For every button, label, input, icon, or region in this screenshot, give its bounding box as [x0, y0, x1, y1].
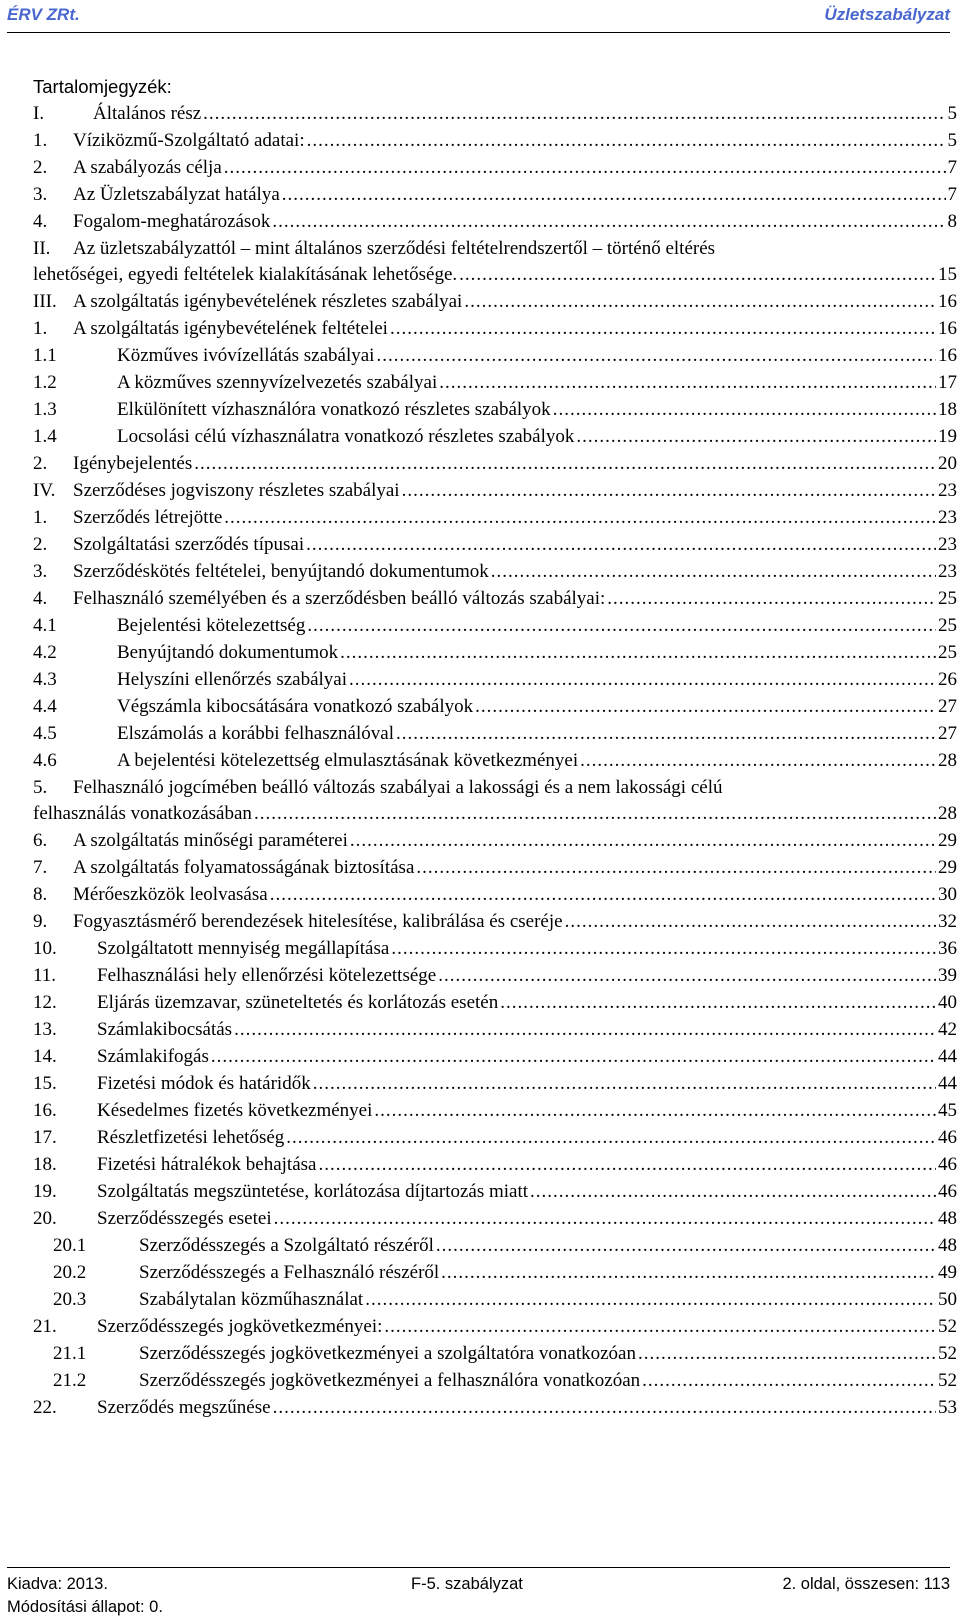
table-of-contents	[33, 100, 957, 1421]
toc-entry-number: 19.	[33, 1181, 57, 1202]
toc-entry[interactable]	[33, 1097, 957, 1124]
toc-entry-page: 28	[938, 803, 957, 824]
toc-entry[interactable]	[33, 315, 957, 342]
dot-leader	[390, 315, 936, 342]
dot-leader	[306, 531, 936, 558]
toc-entry-title: Elkülönített vízhasználóra vonatkozó részletes szabályok	[117, 399, 551, 420]
toc-entry-number: 1.1	[33, 345, 57, 366]
footer-divider	[7, 1567, 950, 1568]
dot-leader	[416, 854, 936, 881]
dot-leader	[391, 935, 936, 962]
toc-entry-title: Késedelmes fizetés következményei	[97, 1100, 373, 1121]
toc-entry-page: 7	[947, 157, 957, 178]
dot-leader	[436, 1232, 936, 1259]
dot-leader	[365, 1286, 936, 1313]
toc-entry[interactable]	[33, 342, 957, 369]
toc-entry-page: 36	[938, 938, 957, 959]
toc-entry[interactable]	[33, 1259, 957, 1286]
toc-entry-number: 4.	[33, 588, 48, 609]
toc-entry-page: 15	[938, 264, 957, 285]
dot-leader	[274, 1205, 936, 1232]
toc-entry-page: 44	[938, 1046, 957, 1067]
dot-leader	[438, 962, 936, 989]
dot-leader	[642, 1367, 936, 1394]
dot-leader	[530, 1178, 936, 1205]
toc-entry-title: Felhasználási hely ellenőrzési kötelezettsége	[97, 965, 437, 986]
toc-entry-title: Felhasználó személyében és a szerződésben beálló változás szabályai:	[73, 588, 606, 609]
dot-leader	[580, 747, 936, 774]
dot-leader	[439, 369, 936, 396]
toc-entry-page: 16	[938, 345, 957, 366]
toc-entry-title: Szerződés létrejötte	[73, 507, 223, 528]
dot-leader	[203, 100, 945, 127]
toc-entry-number: 17.	[33, 1127, 57, 1148]
dot-leader	[491, 558, 936, 585]
toc-entry-title: Felhasználó jogcímében beálló változás szabályai a lakossági és a nem lakossági célú	[73, 777, 723, 798]
dot-leader	[638, 1340, 936, 1367]
toc-entry-page: 52	[938, 1316, 957, 1337]
toc-entry[interactable]	[33, 962, 957, 989]
dot-leader	[282, 181, 946, 208]
toc-entry-number: 2.	[33, 157, 48, 178]
toc-entry-page: 46	[938, 1127, 957, 1148]
toc-entry-title: Mérőeszközök leolvasása	[73, 884, 268, 905]
dot-leader	[384, 1313, 936, 1340]
toc-entry[interactable]	[33, 639, 957, 666]
toc-entry-title: Fogyasztásmérő berendezések hitelesítése, kalibrálása és cseréje	[73, 911, 563, 932]
toc-entry-number: 5.	[33, 777, 48, 798]
dot-leader	[307, 612, 936, 639]
toc-entry-page: 40	[938, 992, 957, 1013]
toc-entry-number: 4.3	[33, 669, 57, 690]
toc-entry-title: Szerződésszegés jogkövetkezményei a felhasználóra vonatkozóan	[139, 1370, 641, 1391]
toc-entry[interactable]	[33, 100, 957, 127]
toc-entry[interactable]	[33, 288, 957, 315]
toc-entry-page: 8	[947, 211, 957, 232]
toc-entry-title: Szerződésszegés a Felhasználó részéről	[139, 1262, 440, 1283]
toc-entry[interactable]	[33, 504, 957, 531]
toc-entry[interactable]	[33, 450, 957, 477]
toc-entry[interactable]	[33, 720, 957, 747]
toc-entry-number: 11.	[33, 965, 57, 986]
dot-leader	[374, 1097, 936, 1124]
dot-leader	[459, 261, 936, 288]
toc-entry-page: 52	[938, 1370, 957, 1391]
toc-entry-number: 20.2	[53, 1262, 87, 1283]
toc-entry[interactable]	[33, 1286, 957, 1313]
toc-entry-number: 1.	[33, 318, 48, 339]
toc-entry-page: 29	[938, 830, 957, 851]
toc-entry[interactable]	[33, 208, 957, 235]
toc-entry-number: 4.4	[33, 696, 57, 717]
toc-entry[interactable]	[33, 1205, 957, 1232]
toc-entry-number: 21.2	[53, 1370, 87, 1391]
dot-leader	[376, 342, 936, 369]
toc-entry[interactable]	[33, 881, 957, 908]
dot-leader	[475, 693, 936, 720]
toc-entry-title: Szolgáltatási szerződés típusai	[73, 534, 305, 555]
toc-entry-title: Benyújtandó dokumentumok	[117, 642, 339, 663]
toc-entry-title: Részletfizetési lehetőség	[97, 1127, 285, 1148]
toc-entry-number: 4.1	[33, 615, 57, 636]
toc-entry-number: 22.	[33, 1397, 57, 1418]
toc-entry-title: Szerződéskötés feltételei, benyújtandó dokumentumok	[73, 561, 489, 582]
toc-entry-number: 18.	[33, 1154, 57, 1175]
dot-leader	[340, 639, 936, 666]
toc-entry[interactable]	[33, 396, 957, 423]
toc-entry-title: Számlakifogás	[97, 1046, 209, 1067]
toc-entry-page: 19	[938, 426, 957, 447]
toc-entry-number: 4.5	[33, 723, 57, 744]
toc-entry-title: Általános rész	[93, 103, 202, 124]
dot-leader	[396, 720, 936, 747]
toc-entry[interactable]	[33, 854, 957, 881]
toc-entry[interactable]	[33, 127, 957, 154]
dot-leader	[307, 127, 946, 154]
dot-leader	[402, 477, 936, 504]
toc-entry-page: 32	[938, 911, 957, 932]
toc-entry-title: Eljárás üzemzavar, szüneteltetés és korlátozás esetén	[97, 992, 499, 1013]
toc-entry-number: 4.2	[33, 642, 57, 663]
dot-leader	[194, 450, 936, 477]
toc-entry[interactable]	[33, 747, 957, 774]
toc-entry-title: A szolgáltatás minőségi paraméterei	[73, 830, 348, 851]
toc-entry-title: Szerződésszegés a Szolgáltató részéről	[139, 1235, 434, 1256]
toc-entry[interactable]	[33, 1124, 957, 1151]
toc-entry-page: 27	[938, 696, 957, 717]
toc-entry[interactable]	[33, 1178, 957, 1205]
toc-entry-title-continued: felhasználás vonatkozásában	[33, 803, 252, 824]
toc-entry-number: 1.3	[33, 399, 57, 420]
toc-entry[interactable]	[33, 774, 957, 827]
toc-entry-number: 6.	[33, 830, 48, 851]
toc-entry-title: Szolgáltatott mennyiség megállapítása	[97, 938, 390, 959]
toc-entry-title: Szolgáltatás megszüntetése, korlátozása díjtartozás miatt	[97, 1181, 529, 1202]
dot-leader	[254, 800, 936, 827]
toc-entry-title: Számlakibocsátás	[97, 1019, 233, 1040]
toc-entry-number: IV.	[33, 480, 56, 501]
toc-entry-page: 18	[938, 399, 957, 420]
toc-entry-title: Igénybejelentés	[73, 453, 193, 474]
toc-entry[interactable]	[33, 154, 957, 181]
toc-entry-page: 5	[947, 130, 957, 151]
toc-entry-page: 46	[938, 1154, 957, 1175]
toc-entry-title: Az Üzletszabályzat hatálya	[73, 184, 280, 205]
header-doc-title: Üzletszabályzat	[824, 5, 950, 24]
toc-entry[interactable]	[33, 423, 957, 450]
toc-entry-title: Víziközmű-Szolgáltató adatai:	[73, 130, 305, 151]
toc-entry-number: 3.	[33, 184, 48, 205]
toc-entry-number: III.	[33, 291, 57, 312]
toc-entry-number: 3.	[33, 561, 48, 582]
toc-entry-number: 20.	[33, 1208, 57, 1229]
toc-entry-page: 52	[938, 1343, 957, 1364]
toc-entry-page: 27	[938, 723, 957, 744]
dot-leader	[500, 989, 936, 1016]
dot-leader	[441, 1259, 936, 1286]
dot-leader	[211, 1043, 936, 1070]
toc-entry-page: 23	[938, 480, 957, 501]
toc-entry-page: 39	[938, 965, 957, 986]
toc-entry-page: 44	[938, 1073, 957, 1094]
toc-entry-page: 29	[938, 857, 957, 878]
toc-entry-title: Fogalom-meghatározások	[73, 211, 271, 232]
toc-entry-page: 7	[947, 184, 957, 205]
toc-entry-number: 14.	[33, 1046, 57, 1067]
toc-entry-number: I.	[33, 103, 45, 124]
toc-entry[interactable]	[33, 1232, 957, 1259]
toc-entry-title: Szerződésszegés jogkövetkezményei a szolgáltatóra vonatkozóan	[139, 1343, 636, 1364]
header-company: ÉRV ZRt.	[7, 5, 80, 24]
dot-leader	[313, 1070, 936, 1097]
toc-entry[interactable]	[33, 1394, 957, 1421]
toc-entry-number: 13.	[33, 1019, 57, 1040]
toc-entry-page: 28	[938, 750, 957, 771]
toc-entry[interactable]	[33, 1340, 957, 1367]
dot-leader	[234, 1016, 936, 1043]
toc-entry-page: 49	[938, 1262, 957, 1283]
toc-entry[interactable]	[33, 531, 957, 558]
toc-entry-page: 5	[947, 103, 957, 124]
toc-entry-number: 1.2	[33, 372, 57, 393]
toc-entry-number: 15.	[33, 1073, 57, 1094]
toc-entry-number: II.	[33, 238, 51, 259]
dot-leader	[350, 827, 936, 854]
toc-entry-number: 1.	[33, 507, 48, 528]
toc-entry[interactable]	[33, 1151, 957, 1178]
toc-entry-number: 1.4	[33, 426, 57, 447]
toc-entry-title: Szerződésszegés esetei	[97, 1208, 272, 1229]
toc-entry[interactable]	[33, 935, 957, 962]
toc-entry-page: 45	[938, 1100, 957, 1121]
toc-entry-number: 21.	[33, 1316, 57, 1337]
dot-leader	[270, 881, 936, 908]
dot-leader	[607, 585, 936, 612]
toc-entry[interactable]	[33, 1043, 957, 1070]
toc-entry[interactable]	[33, 558, 957, 585]
toc-entry-title: Bejelentési kötelezettség	[117, 615, 306, 636]
toc-entry-title: A bejelentési kötelezettség elmulasztásának következményei	[117, 750, 579, 771]
toc-entry-number: 10.	[33, 938, 57, 959]
toc-entry[interactable]	[33, 666, 957, 693]
toc-entry-page: 42	[938, 1019, 957, 1040]
toc-entry-title: Fizetési módok és határidők	[97, 1073, 311, 1094]
dot-leader	[464, 288, 936, 315]
toc-entry-title: A szolgáltatás folyamatosságának biztosítása	[73, 857, 415, 878]
footer-regulation: F-5. szabályzat	[411, 1575, 523, 1593]
toc-entry-page: 50	[938, 1289, 957, 1310]
toc-entry-number: 20.3	[53, 1289, 87, 1310]
toc-entry-title: A szolgáltatás igénybevételének részletes szabályai	[73, 291, 463, 312]
toc-entry-number: 2.	[33, 534, 48, 555]
toc-entry-page: 17	[938, 372, 957, 393]
toc-entry-title: Szabálytalan közműhasználat	[139, 1289, 364, 1310]
toc-entry-number: 7.	[33, 857, 48, 878]
toc-entry-page: 16	[938, 318, 957, 339]
footer-issued: Kiadva: 2013.	[7, 1575, 108, 1593]
toc-entry-title: Fizetési hátralékok behajtása	[97, 1154, 317, 1175]
dot-leader	[224, 154, 946, 181]
toc-entry-title: Helyszíni ellenőrzés szabályai	[117, 669, 348, 690]
toc-entry-page: 25	[938, 642, 957, 663]
toc-entry[interactable]	[33, 235, 957, 288]
toc-entry-page: 23	[938, 507, 957, 528]
toc-entry-number: 8.	[33, 884, 48, 905]
toc-entry-title: A közműves szennyvízelvezetés szabályai	[117, 372, 438, 393]
dot-leader	[224, 504, 936, 531]
toc-entry-page: 46	[938, 1181, 957, 1202]
toc-entry[interactable]	[33, 612, 957, 639]
toc-entry-number: 4.6	[33, 750, 57, 771]
toc-entry[interactable]	[33, 989, 957, 1016]
toc-title: Tartalomjegyzék:	[33, 76, 172, 97]
toc-entry[interactable]	[33, 181, 957, 208]
dot-leader	[576, 423, 936, 450]
toc-entry-title: Szerződésszegés jogkövetkezményei:	[97, 1316, 383, 1337]
toc-entry-page: 20	[938, 453, 957, 474]
toc-entry-title: Az üzletszabályzattól – mint általános szerződési feltételrendszertől – történő eltérés	[73, 238, 716, 259]
dot-leader	[565, 908, 936, 935]
header-divider	[7, 32, 950, 33]
toc-entry-title: Elszámolás a korábbi felhasználóval	[117, 723, 394, 744]
toc-entry-page: 26	[938, 669, 957, 690]
toc-entry-title: Közműves ivóvízellátás szabályai	[117, 345, 375, 366]
toc-entry[interactable]	[33, 1016, 957, 1043]
toc-entry-title: Locsolási célú vízhasználatra vonatkozó részletes szabályok	[117, 426, 575, 447]
toc-entry-title: A szolgáltatás igénybevételének feltételei	[73, 318, 388, 339]
toc-entry-page: 48	[938, 1235, 957, 1256]
toc-entry-number: 20.1	[53, 1235, 87, 1256]
toc-entry-number: 1.	[33, 130, 48, 151]
toc-entry[interactable]	[33, 477, 957, 504]
toc-entry-page: 16	[938, 291, 957, 312]
dot-leader	[318, 1151, 936, 1178]
toc-entry-page: 53	[938, 1397, 957, 1418]
toc-entry-number: 2.	[33, 453, 48, 474]
toc-entry-page: 25	[938, 615, 957, 636]
dot-leader	[349, 666, 936, 693]
toc-entry[interactable]	[33, 827, 957, 854]
toc-entry-page: 23	[938, 561, 957, 582]
toc-entry-page: 23	[938, 534, 957, 555]
dot-leader	[272, 208, 945, 235]
dot-leader	[553, 396, 936, 423]
toc-entry-title-continued: lehetőségei, egyedi feltételek kialakításának lehetősége.	[33, 264, 458, 285]
page-header	[7, 5, 950, 32]
toc-entry-page: 30	[938, 884, 957, 905]
toc-entry[interactable]	[33, 908, 957, 935]
toc-entry[interactable]	[33, 1070, 957, 1097]
dot-leader	[273, 1394, 936, 1421]
toc-entry-number: 12.	[33, 992, 57, 1013]
toc-entry[interactable]	[33, 1313, 957, 1340]
toc-entry[interactable]	[33, 693, 957, 720]
toc-entry-title: A szabályozás célja	[73, 157, 222, 178]
toc-entry-number: 4.	[33, 211, 48, 232]
toc-entry-title: Végszámla kibocsátására vonatkozó szabályok	[117, 696, 474, 717]
footer-revision: Módosítási állapot: 0.	[7, 1598, 163, 1616]
dot-leader	[286, 1124, 936, 1151]
toc-entry-title: Szerződéses jogviszony részletes szabályai	[73, 480, 400, 501]
toc-entry-number: 16.	[33, 1100, 57, 1121]
toc-entry[interactable]	[33, 1367, 957, 1394]
toc-entry[interactable]	[33, 369, 957, 396]
toc-entry-title: Szerződés megszűnése	[97, 1397, 271, 1418]
toc-entry-page: 48	[938, 1208, 957, 1229]
toc-entry-number: 9.	[33, 911, 48, 932]
toc-entry[interactable]	[33, 585, 957, 612]
toc-entry-number: 21.1	[53, 1343, 87, 1364]
footer-page-info: 2. oldal, összesen: 113	[782, 1575, 950, 1593]
toc-entry-page: 25	[938, 588, 957, 609]
